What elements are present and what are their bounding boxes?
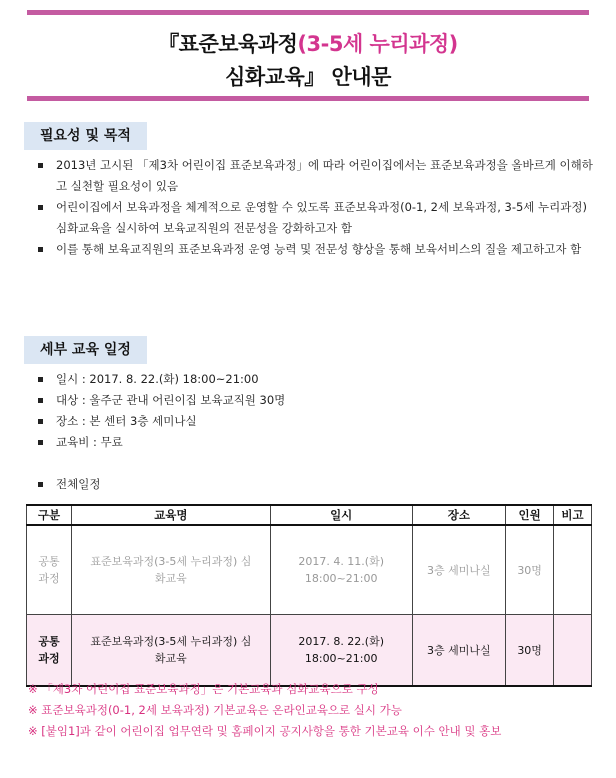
footnote-item: ※ 표준보육과정(0-1, 2세 보육과정) 기본교육은 온라인교육으로 실시 가능 bbox=[28, 703, 402, 717]
top-divider bbox=[27, 10, 589, 15]
cell-course bbox=[71, 525, 270, 615]
header-people: 인원 bbox=[506, 505, 554, 525]
section-schedule-heading: 세부 교육 일정 bbox=[24, 336, 147, 364]
table-row bbox=[27, 525, 592, 615]
purpose-item: 2013년 고시된 「제3차 어린이집 표준보육과정」에 따라 어린이집에서는 표준보육과정을 올바르게 이해하고 실천할 필요성이 있음 bbox=[38, 155, 598, 197]
header-place: 장소 bbox=[412, 505, 506, 525]
schedule-details-list bbox=[38, 369, 598, 453]
header-type: 구분 bbox=[27, 505, 72, 525]
cell-people: 30명 bbox=[506, 525, 554, 615]
cell-note bbox=[554, 615, 592, 687]
type-text: 공통과정 bbox=[38, 555, 60, 585]
footnote-item: ※ 「제3차 어린이집 표준보육과정」은 기본교육과 심화교육으로 구성 bbox=[28, 682, 379, 696]
document-title-line2: 심화교육』 안내문 bbox=[225, 65, 391, 89]
cell-people: 30명 bbox=[506, 615, 554, 687]
table-row bbox=[27, 615, 592, 687]
type-text: 공통과정 bbox=[38, 635, 60, 665]
purpose-item: 이를 통해 보육교직원의 표준보육과정 운영 능력 및 전문성 향상을 통해 보육서비스의 질을 제고하고자 함 bbox=[38, 239, 598, 260]
purpose-item: 어린이집에서 보육과정을 체계적으로 운영할 수 있도록 표준보육과정(0-1, 2세 보육과정, 3-5세 누리과정) 심화교육을 실시하여 보육교직원의 전문성을 강화하고자 함 bbox=[38, 197, 598, 239]
cell-place: 3층 세미나실 bbox=[412, 615, 506, 687]
title-main-text: 『표준보육과정 bbox=[158, 32, 298, 56]
time-text: 18:00~21:00 bbox=[304, 572, 378, 585]
schedule-fee: 교육비 : 무료 bbox=[38, 432, 598, 453]
course-text: 표준보육과정(3-5세 누리과정) 심화교육 bbox=[90, 555, 252, 585]
schedule-place: 장소 : 본 센터 3층 세미나실 bbox=[38, 411, 598, 432]
bottom-divider bbox=[27, 96, 589, 101]
cell-note bbox=[554, 525, 592, 615]
date-text: 2017. 4. 11.(화) bbox=[298, 555, 385, 568]
schedule-table bbox=[26, 504, 592, 687]
schedule-target: 대상 : 울주군 관내 어린이집 보육교직원 30명 bbox=[38, 390, 598, 411]
title-highlight-text: (3-5세 누리과정) bbox=[297, 32, 458, 56]
cell-place: 3층 세미나실 bbox=[412, 525, 506, 615]
cell-type bbox=[27, 525, 72, 615]
table-header-row bbox=[27, 505, 592, 525]
section-purpose-heading: 필요성 및 목적 bbox=[24, 122, 147, 150]
header-note: 비고 bbox=[554, 505, 592, 525]
footnotes bbox=[28, 679, 501, 742]
cell-course bbox=[71, 615, 270, 687]
overall-schedule-label: 전체일정 bbox=[38, 474, 598, 495]
cell-datetime bbox=[270, 615, 412, 687]
course-text: 표준보육과정(3-5세 누리과정) 심화교육 bbox=[90, 635, 252, 665]
header-course: 교육명 bbox=[71, 505, 270, 525]
overall-schedule-list bbox=[38, 474, 598, 495]
schedule-datetime: 일시 : 2017. 8. 22.(화) 18:00~21:00 bbox=[38, 369, 598, 390]
time-text: 18:00~21:00 bbox=[304, 652, 378, 665]
header-datetime: 일시 bbox=[270, 505, 412, 525]
cell-datetime bbox=[270, 525, 412, 615]
purpose-list bbox=[38, 155, 598, 260]
cell-type bbox=[27, 615, 72, 687]
document-title-line1 bbox=[0, 28, 616, 58]
date-text: 2017. 8. 22.(화) bbox=[298, 635, 385, 648]
footnote-item: ※ [붙임1]과 같이 어린이집 업무연락 및 홈페이지 공지사항을 통한 기본교육 이수 안내 및 홍보 bbox=[28, 724, 502, 738]
